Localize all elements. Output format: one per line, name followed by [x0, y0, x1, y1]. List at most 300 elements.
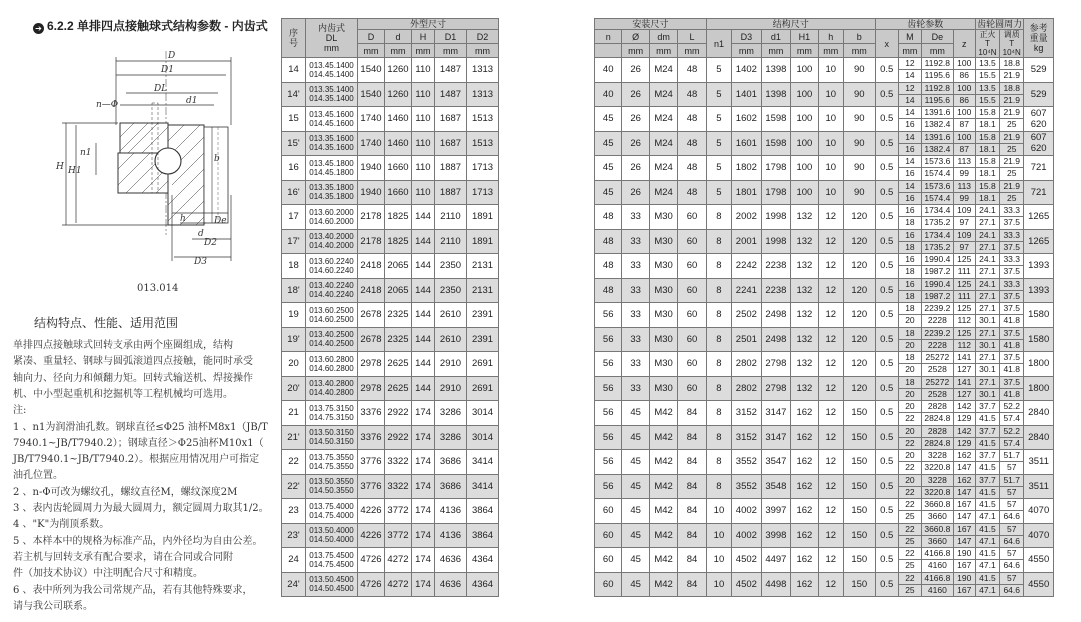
D3-cell: 4002	[732, 499, 762, 524]
header-unit: mm	[358, 44, 385, 58]
dim-label-h: h	[180, 214, 186, 224]
n-cell: 56	[595, 376, 622, 401]
x-cell: 0.5	[875, 425, 898, 450]
M-cell: 18	[898, 327, 921, 339]
dm-cell: M30	[649, 254, 677, 279]
De-cell: 2824.8	[922, 413, 954, 425]
M-cell: 16	[898, 229, 921, 241]
force-quench-cell: 57	[1000, 572, 1024, 584]
table-row	[595, 572, 1054, 584]
De-cell: 3220.8	[922, 486, 954, 498]
phi-cell: 45	[622, 474, 649, 499]
phi-cell: 26	[622, 107, 649, 132]
De-cell: 1195.6	[922, 94, 954, 106]
d1-cell: 2798	[761, 376, 791, 401]
force-quench-cell: 25	[1000, 168, 1024, 180]
table-row	[595, 425, 1054, 437]
phi-cell: 26	[622, 82, 649, 107]
force-normal-cell: 30.1	[975, 364, 999, 376]
n1-cell: 5	[706, 180, 731, 205]
model-number: 013.45.1600	[309, 109, 354, 119]
table-row	[282, 131, 499, 156]
z-cell: 167	[953, 560, 975, 572]
D1-cell: 3286	[435, 401, 467, 426]
H-cell: 174	[412, 450, 435, 475]
weight-cell: 2840	[1024, 401, 1054, 426]
z-cell: 99	[953, 168, 975, 180]
table-row	[282, 107, 499, 132]
H1-cell: 132	[791, 278, 818, 303]
b-cell: 150	[843, 572, 875, 597]
force-quench-cell: 37.5	[1000, 266, 1024, 278]
D-cell: 2178	[358, 205, 385, 230]
header-unit: mm	[818, 44, 843, 58]
dm-cell: M24	[649, 156, 677, 181]
force-quench-cell: 57	[1000, 486, 1024, 498]
L-cell: 84	[678, 450, 706, 475]
dm-cell: M24	[649, 58, 677, 83]
model-cell	[306, 523, 358, 548]
z-cell: 125	[953, 278, 975, 290]
d1-cell: 4497	[761, 548, 791, 573]
force-normal-cell: 27.1	[975, 266, 999, 278]
D2-cell: 3014	[467, 425, 499, 450]
note-line: 若主机与回转支承有配合要求，请在合同或合同附	[13, 551, 233, 563]
z-cell: 147	[953, 535, 975, 547]
table-row	[595, 548, 1054, 560]
force-quench-cell: 57	[1000, 548, 1024, 560]
b-cell: 90	[843, 82, 875, 107]
h-cell: 12	[818, 254, 843, 279]
model-number: 014.75.4500	[309, 559, 354, 569]
H1-cell: 162	[791, 425, 818, 450]
force-quench-cell: 25	[1000, 119, 1024, 131]
n-cell: 48	[595, 254, 622, 279]
d-cell: 2922	[385, 425, 412, 450]
d1-cell: 2498	[761, 327, 791, 352]
diagram-model-code: 013.014	[137, 283, 179, 294]
table-row	[282, 278, 499, 303]
model-cell	[306, 352, 358, 377]
D-cell: 1740	[358, 107, 385, 132]
b-cell: 90	[843, 107, 875, 132]
phi-cell: 26	[622, 58, 649, 83]
De-cell: 1574.4	[922, 192, 954, 204]
model-number: 014.45.1600	[309, 118, 354, 128]
De-cell: 4166.8	[922, 572, 954, 584]
D2-cell: 2391	[467, 327, 499, 352]
force-normal-cell: 27.1	[975, 352, 999, 364]
force-quench-cell: 37.5	[1000, 290, 1024, 302]
H-cell: 174	[412, 499, 435, 524]
b-cell: 120	[843, 278, 875, 303]
model-number: 014.40.2800	[309, 388, 354, 398]
H-cell: 174	[412, 523, 435, 548]
d1-cell: 1998	[761, 229, 791, 254]
model-number: 014.75.4000	[309, 510, 354, 520]
D2-cell: 1513	[467, 107, 499, 132]
header-unit: mm	[791, 44, 818, 58]
M-cell: 16	[898, 278, 921, 290]
force-quench-cell: 37.5	[1000, 217, 1024, 229]
dim-label-b: b	[214, 154, 220, 164]
n1-cell: 5	[706, 107, 731, 132]
De-cell: 1391.6	[922, 131, 954, 143]
M-cell: 14	[898, 107, 921, 119]
force-quench-cell: 41.8	[1000, 315, 1024, 327]
model-number: 014.40.2000	[309, 241, 354, 251]
note-line: 2 、n-Φ可改为螺纹孔，螺纹直径M，螺纹深度2M	[13, 486, 238, 498]
phi-cell: 45	[622, 425, 649, 450]
D1-cell: 3686	[435, 450, 467, 475]
header-D2: D2	[467, 30, 499, 44]
D1-cell: 3286	[435, 425, 467, 450]
L-cell: 60	[678, 327, 706, 352]
H-cell: 110	[412, 58, 435, 83]
weight-cell: 607 620	[1024, 107, 1054, 132]
x-cell: 0.5	[875, 303, 898, 328]
d-cell: 1460	[385, 107, 412, 132]
note-line: 请与我公司联系。	[13, 600, 93, 612]
n1-cell: 10	[706, 499, 731, 524]
d-cell: 1660	[385, 156, 412, 181]
d-cell: 3772	[385, 499, 412, 524]
D-cell: 3376	[358, 425, 385, 450]
force-normal-cell: 24.1	[975, 278, 999, 290]
model-number: 014.60.2500	[309, 314, 354, 324]
d-cell: 3322	[385, 474, 412, 499]
force-normal-cell: 18.1	[975, 119, 999, 131]
force-normal-cell: 37.7	[975, 450, 999, 462]
De-cell: 1987.2	[922, 290, 954, 302]
h-cell: 12	[818, 523, 843, 548]
weight-cell: 1800	[1024, 376, 1054, 401]
D3-cell: 1402	[732, 58, 762, 83]
d1-cell: 1798	[761, 156, 791, 181]
dim-label-DL: DL	[154, 84, 168, 94]
De-cell: 3228	[922, 450, 954, 462]
De-cell: 1734.4	[922, 229, 954, 241]
H1-cell: 132	[791, 254, 818, 279]
note-line: 5 、本样本中的规格为标准产品，内外径均为自由公差。	[13, 535, 263, 547]
x-cell: 0.5	[875, 474, 898, 499]
model-number: 013.45.1400	[309, 60, 354, 70]
H-cell: 144	[412, 327, 435, 352]
model-cell	[306, 425, 358, 450]
H1-cell: 132	[791, 327, 818, 352]
weight-cell: 1393	[1024, 254, 1054, 279]
seq-cell: 18	[282, 254, 306, 279]
seq-cell: 21	[282, 401, 306, 426]
seq-cell: 17'	[282, 229, 306, 254]
M-cell: 22	[898, 462, 921, 474]
L-cell: 60	[678, 205, 706, 230]
H1-cell: 162	[791, 401, 818, 426]
table-row	[595, 107, 1054, 119]
H1-cell: 162	[791, 499, 818, 524]
phi-cell: 26	[622, 156, 649, 181]
force-quench-cell: 57.4	[1000, 413, 1024, 425]
H-cell: 110	[412, 131, 435, 156]
table-row	[595, 205, 1054, 217]
H-cell: 144	[412, 376, 435, 401]
M-cell: 18	[898, 290, 921, 302]
header-D3: D3	[732, 30, 762, 44]
z-cell: 97	[953, 241, 975, 253]
D2-cell: 3414	[467, 450, 499, 475]
force-normal-cell: 47.1	[975, 560, 999, 572]
n1-cell: 10	[706, 523, 731, 548]
L-cell: 84	[678, 401, 706, 426]
model-cell	[306, 303, 358, 328]
force-quench-cell: 51.7	[1000, 450, 1024, 462]
De-cell: 1987.2	[922, 266, 954, 278]
weight-cell: 529	[1024, 82, 1054, 107]
table-row	[282, 327, 499, 352]
phi-cell: 33	[622, 229, 649, 254]
header-unit: mm	[678, 44, 706, 58]
section-title	[33, 17, 268, 34]
weight-cell: 1265	[1024, 205, 1054, 230]
force-normal-cell: 18.1	[975, 192, 999, 204]
force-normal-cell: 18.1	[975, 168, 999, 180]
D2-cell: 3414	[467, 474, 499, 499]
H-cell: 144	[412, 352, 435, 377]
D1-cell: 4136	[435, 523, 467, 548]
force-normal-cell: 41.5	[975, 486, 999, 498]
d-cell: 1260	[385, 58, 412, 83]
force-normal-cell: 30.1	[975, 388, 999, 400]
header-force-quench: 调质 T 10⁴N	[1000, 30, 1024, 58]
seq-cell: 19	[282, 303, 306, 328]
z-cell: 113	[953, 156, 975, 168]
z-cell: 109	[953, 229, 975, 241]
H-cell: 110	[412, 82, 435, 107]
table-row	[595, 254, 1054, 266]
n-cell: 60	[595, 523, 622, 548]
L-cell: 48	[678, 156, 706, 181]
z-cell: 127	[953, 364, 975, 376]
weight-cell: 529	[1024, 58, 1054, 83]
x-cell: 0.5	[875, 376, 898, 401]
model-number: 013.75.4000	[309, 501, 354, 511]
n-cell: 48	[595, 229, 622, 254]
z-cell: 162	[953, 450, 975, 462]
note-line: 6 、表中所列为我公司常规产品，若有其他特殊要求，	[13, 584, 253, 596]
D3-cell: 3552	[732, 450, 762, 475]
force-normal-cell: 15.5	[975, 70, 999, 82]
D-cell: 4226	[358, 523, 385, 548]
De-cell: 25272	[922, 376, 954, 388]
x-cell: 0.5	[875, 499, 898, 524]
table-row	[282, 352, 499, 377]
force-quench-cell: 51.7	[1000, 474, 1024, 486]
header-h: h	[818, 30, 843, 44]
force-quench-cell: 33.3	[1000, 278, 1024, 290]
table-row	[595, 327, 1054, 339]
L-cell: 60	[678, 303, 706, 328]
force-quench-cell: 25	[1000, 192, 1024, 204]
h-cell: 12	[818, 278, 843, 303]
D-cell: 2178	[358, 229, 385, 254]
d-cell: 1825	[385, 205, 412, 230]
L-cell: 60	[678, 229, 706, 254]
H-cell: 144	[412, 254, 435, 279]
seq-cell: 21'	[282, 425, 306, 450]
D1-cell: 2110	[435, 229, 467, 254]
h-cell: 10	[818, 156, 843, 181]
M-cell: 22	[898, 572, 921, 584]
bearing-cross-section-diagram	[48, 45, 233, 267]
d-cell: 4272	[385, 572, 412, 597]
seq-cell: 24'	[282, 572, 306, 597]
force-quench-cell: 57	[1000, 462, 1024, 474]
H-cell: 110	[412, 156, 435, 181]
D1-cell: 2610	[435, 303, 467, 328]
seq-cell: 24	[282, 548, 306, 573]
b-cell: 150	[843, 425, 875, 450]
force-normal-cell: 37.7	[975, 401, 999, 413]
D1-cell: 1487	[435, 58, 467, 83]
model-number: 014.60.2240	[309, 265, 354, 275]
dimension-table-install-gear	[594, 18, 1054, 597]
phi-cell: 33	[622, 303, 649, 328]
D3-cell: 2501	[732, 327, 762, 352]
model-cell	[306, 82, 358, 107]
b-cell: 90	[843, 131, 875, 156]
table-row	[282, 548, 499, 573]
H1-cell: 132	[791, 303, 818, 328]
header-n1: n1	[706, 30, 731, 58]
H-cell: 110	[412, 107, 435, 132]
phi-cell: 33	[622, 327, 649, 352]
z-cell: 111	[953, 266, 975, 278]
b-cell: 150	[843, 548, 875, 573]
table-row	[282, 205, 499, 230]
d1-cell: 2238	[761, 254, 791, 279]
model-number: 014.50.4000	[309, 535, 354, 545]
n-cell: 60	[595, 499, 622, 524]
model-number: 014.35.1400	[309, 94, 354, 104]
model-cell	[306, 376, 358, 401]
phi-cell: 45	[622, 572, 649, 597]
table-row	[282, 474, 499, 499]
H-cell: 174	[412, 548, 435, 573]
D-cell: 1940	[358, 180, 385, 205]
n1-cell: 8	[706, 376, 731, 401]
header-b: b	[843, 30, 875, 44]
n1-cell: 8	[706, 327, 731, 352]
d1-cell: 1398	[761, 58, 791, 83]
D1-cell: 2610	[435, 327, 467, 352]
header-gear: 齿轮参数	[875, 19, 975, 30]
H1-cell: 132	[791, 352, 818, 377]
z-cell: 112	[953, 339, 975, 351]
h-cell: 12	[818, 376, 843, 401]
z-cell: 129	[953, 437, 975, 449]
n1-cell: 10	[706, 572, 731, 597]
L-cell: 48	[678, 58, 706, 83]
dm-cell: M42	[649, 474, 677, 499]
force-quench-cell: 41.8	[1000, 388, 1024, 400]
De-cell: 1735.2	[922, 241, 954, 253]
De-cell: 1192.8	[922, 58, 954, 70]
seq-cell: 16	[282, 156, 306, 181]
force-normal-cell: 41.5	[975, 462, 999, 474]
M-cell: 20	[898, 339, 921, 351]
table-row	[595, 450, 1054, 462]
b-cell: 150	[843, 450, 875, 475]
d1-cell: 3998	[761, 523, 791, 548]
n-cell: 56	[595, 303, 622, 328]
z-cell: 109	[953, 205, 975, 217]
De-cell: 2828	[922, 425, 954, 437]
weight-cell: 4070	[1024, 499, 1054, 524]
M-cell: 20	[898, 364, 921, 376]
force-normal-cell: 47.1	[975, 584, 999, 596]
De-cell: 1382.4	[922, 119, 954, 131]
dm-cell: M24	[649, 131, 677, 156]
D-cell: 1540	[358, 82, 385, 107]
De-cell: 1734.4	[922, 205, 954, 217]
M-cell: 18	[898, 352, 921, 364]
M-cell: 22	[898, 499, 921, 511]
H-cell: 144	[412, 303, 435, 328]
model-cell	[306, 229, 358, 254]
n-cell: 60	[595, 548, 622, 573]
table-row	[595, 376, 1054, 388]
z-cell: 125	[953, 303, 975, 315]
d-cell: 2065	[385, 254, 412, 279]
h-cell: 12	[818, 425, 843, 450]
n-cell: 40	[595, 82, 622, 107]
header-unit: mm	[385, 44, 412, 58]
seq-cell: 22	[282, 450, 306, 475]
phi-cell: 33	[622, 205, 649, 230]
L-cell: 48	[678, 82, 706, 107]
force-normal-cell: 27.1	[975, 290, 999, 302]
H-cell: 174	[412, 401, 435, 426]
De-cell: 1391.6	[922, 107, 954, 119]
n1-cell: 5	[706, 82, 731, 107]
table-row	[595, 352, 1054, 364]
H-cell: 144	[412, 229, 435, 254]
d-cell: 2325	[385, 303, 412, 328]
header-unit: mm	[412, 44, 435, 58]
x-cell: 0.5	[875, 229, 898, 254]
De-cell: 25272	[922, 352, 954, 364]
dm-cell: M42	[649, 523, 677, 548]
D-cell: 4726	[358, 548, 385, 573]
h-cell: 10	[818, 131, 843, 156]
b-cell: 90	[843, 58, 875, 83]
De-cell: 3660.8	[922, 499, 954, 511]
h-cell: 12	[818, 205, 843, 230]
model-number: 014.35.1600	[309, 143, 354, 153]
d-cell: 2065	[385, 278, 412, 303]
M-cell: 14	[898, 131, 921, 143]
D3-cell: 2802	[732, 352, 762, 377]
n-cell: 56	[595, 327, 622, 352]
dim-label-n-phi: n—Φ	[96, 100, 119, 110]
note-line: 注:	[13, 405, 27, 417]
D3-cell: 3152	[732, 425, 762, 450]
z-cell: 99	[953, 192, 975, 204]
seq-cell: 19'	[282, 327, 306, 352]
x-cell: 0.5	[875, 205, 898, 230]
D2-cell: 1713	[467, 156, 499, 181]
dim-label-D3: D3	[194, 257, 207, 267]
